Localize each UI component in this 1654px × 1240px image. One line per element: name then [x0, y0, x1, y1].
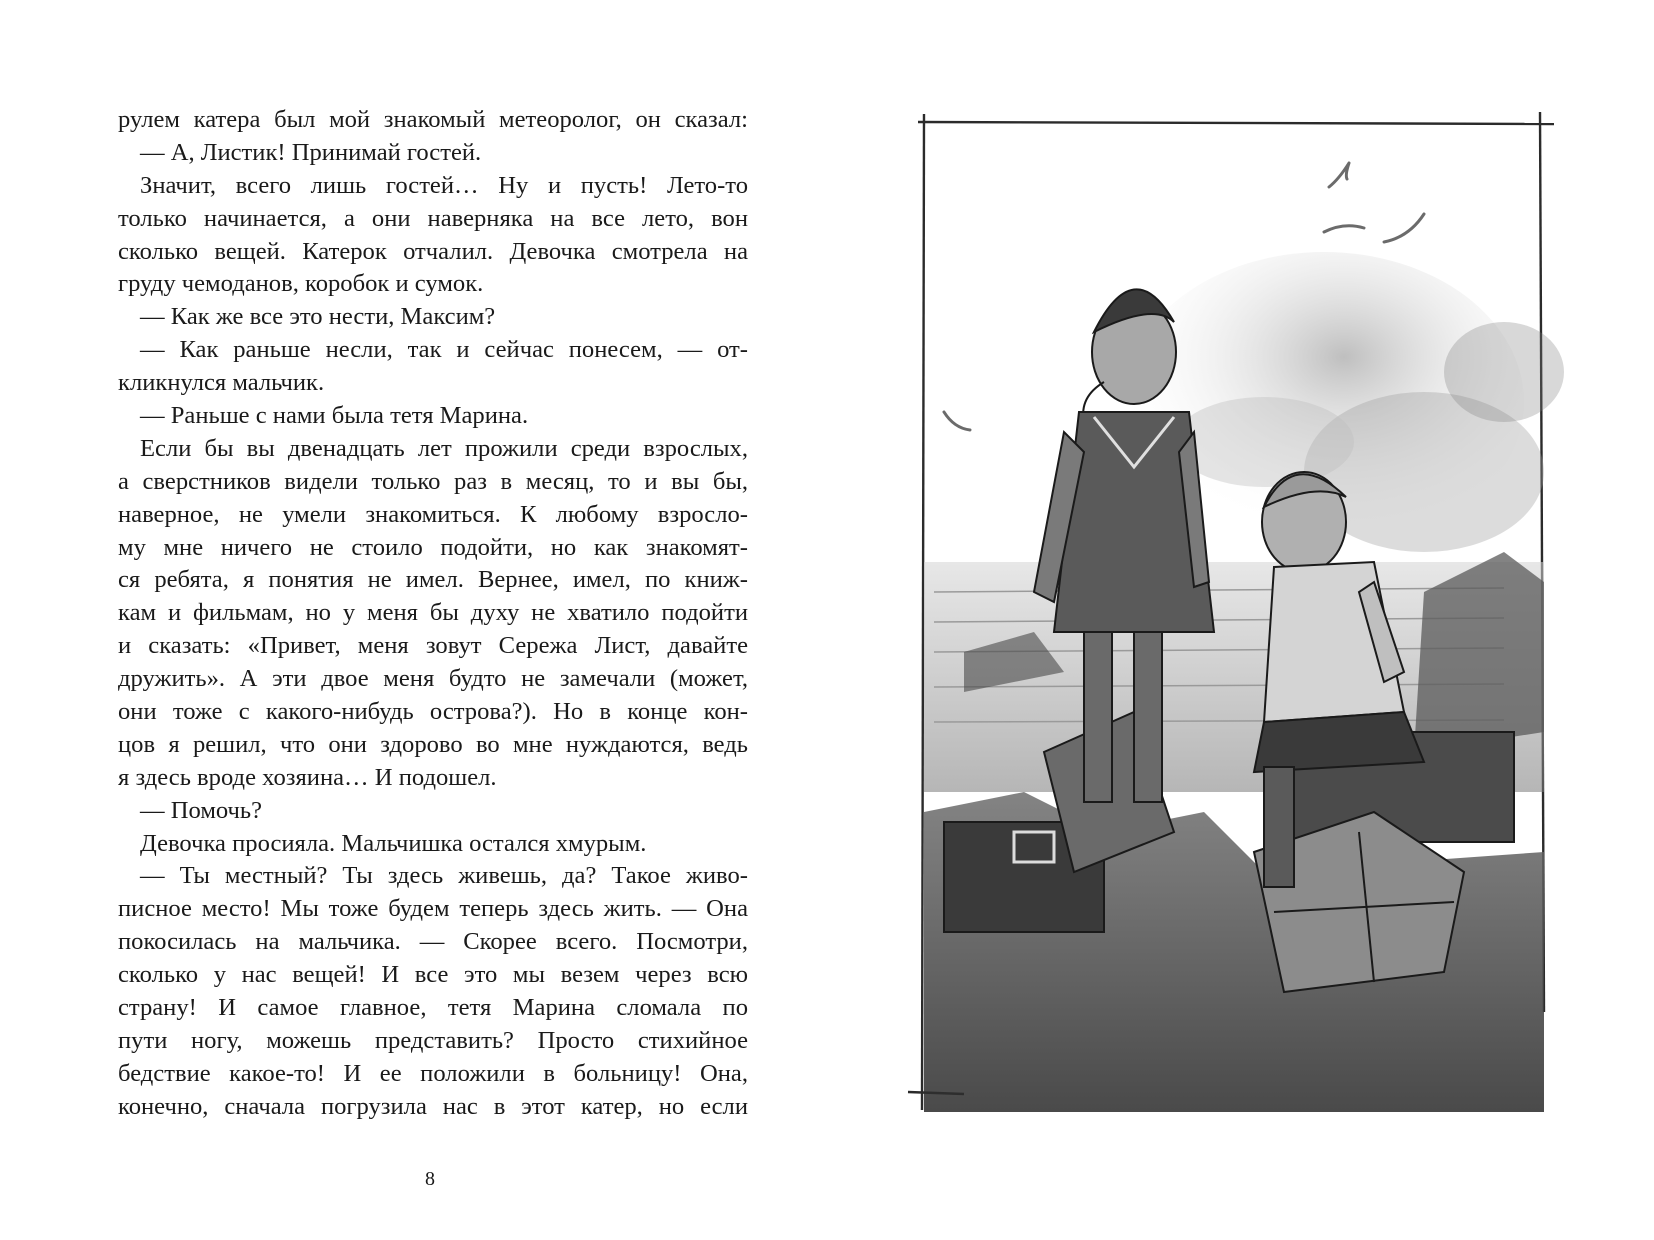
text-line: — Как раньше несли, так и сейчас понесем, — от- [140, 336, 748, 364]
text-line: рулем катера был мой знакомый метеоролог, он сказал: [118, 106, 748, 133]
text-line: писное место! Мы тоже будем теперь здесь жить. — Она [118, 895, 748, 923]
pencil-illustration [904, 112, 1564, 1114]
text-line: бедствие какое-то! И ее положили в больницу! Она, [118, 1059, 748, 1087]
text-line: кам и фильмам, но у меня бы духу не хватило подойти [118, 599, 748, 627]
text-line: — А, Листик! Принимай гостей. [140, 138, 482, 166]
seagull-icon [944, 412, 970, 430]
text-line: покосилась на мальчика. — Скорее всего. Посмотри, [118, 928, 748, 956]
text-line: наверное, не умели знакомиться. К любому взросло- [118, 500, 748, 528]
text-line: — Помочь? [140, 796, 263, 824]
text-line: конечно, сначала погрузила нас в этот катер, но если [118, 1092, 748, 1120]
text-line: пути ногу, можешь представить? Просто стихийное [118, 1026, 748, 1054]
text-line: кликнулся мальчик. [118, 369, 325, 397]
text-line: Если бы вы двенадцать лет прожили среди взрослых, [140, 434, 748, 462]
text-line: му мне ничего не стоило подойти, но как знакомят- [118, 533, 748, 561]
book-text-page [118, 104, 748, 1124]
text-line: — Раньше с нами была тетя Марина. [140, 402, 529, 430]
text-line: — Ты местный? Ты здесь живешь, да? Такое живо- [140, 862, 748, 890]
text-line: они тоже с какого-нибудь острова?). Но в конце кон- [118, 698, 748, 726]
text-line: а сверстников видели только раз в месяц, то и вы бы, [118, 467, 748, 495]
text-line: страну! И самое главное, тетя Марина сломала по [118, 994, 748, 1022]
text-line: сколько вещей. Катерок отчалил. Девочка смотрела на [118, 237, 748, 265]
text-line: я здесь вроде хозяина… И подошел. [118, 763, 497, 791]
text-line: только начинается, а они наверняка на все лето, вон [118, 204, 748, 232]
text-line: Значит, всего лишь гостей… Ну и пусть! Лето-то [140, 171, 748, 199]
text-line: дружить». А эти двое меня будто не замечали (может, [118, 665, 748, 693]
illustration-svg [904, 112, 1564, 1114]
page-number: 8 [425, 1168, 435, 1190]
text-line: — Как же все это нести, Максим? [140, 303, 496, 331]
seagull-icon [1324, 226, 1364, 232]
text-line: ся ребята, я понятия не имел. Вернее, имел, по книж- [118, 566, 748, 594]
text-line: Девочка просияла. Мальчишка остался хмурым. [140, 829, 647, 857]
seagull-icon [1329, 163, 1349, 187]
text-line: и сказать: «Привет, меня зовут Сережа Лист, давайте [118, 632, 748, 660]
text-line: сколько у нас вещей! И все это мы везем через всю [118, 961, 748, 989]
text-line: груду чемоданов, коробок и сумок. [118, 270, 484, 298]
seagull-icon [1384, 214, 1424, 242]
text-line: цов я решил, что они здорово во мне нуждаются, ведь [118, 730, 748, 758]
